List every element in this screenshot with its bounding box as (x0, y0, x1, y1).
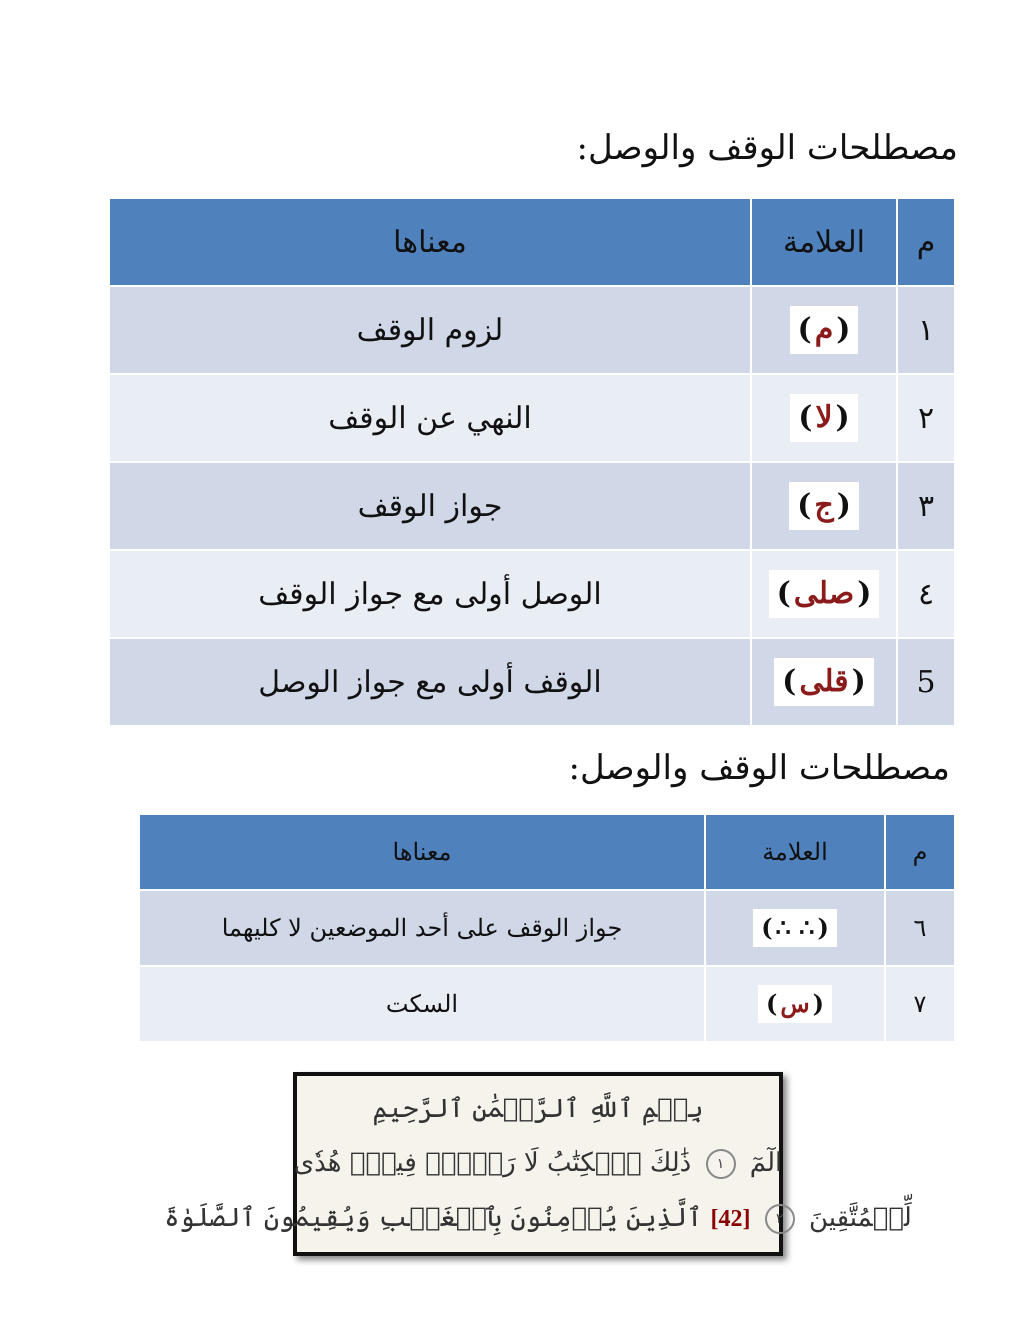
row-mark (751, 462, 897, 550)
header-meaning: معناها (109, 198, 751, 286)
row-meaning: الوقف أولى مع جواز الوصل (109, 638, 751, 726)
section-title-2: مصطلحات الوقف والوصل: (568, 748, 950, 788)
table-row (109, 286, 955, 374)
quran-text: الٓمٓ (749, 1148, 783, 1178)
row-number: ٧ (885, 966, 955, 1042)
quran-line-3 (164, 1203, 912, 1234)
stop-mark-symbol: (∴ ∴) (753, 909, 837, 947)
table-row (139, 890, 955, 966)
row-number: ٦ (885, 890, 955, 966)
stop-mark-symbol: (قلى) (774, 658, 874, 706)
row-mark (705, 966, 885, 1042)
stop-mark-symbol: (م) (790, 306, 859, 354)
row-meaning: لزوم الوقف (109, 286, 751, 374)
page-number: [42] (710, 1206, 751, 1232)
table-row (109, 462, 955, 550)
row-number: ٣ (897, 462, 955, 550)
row-number: ٤ (897, 550, 955, 638)
row-number: 5 (897, 638, 955, 726)
ayah-end-icon: ٢ (765, 1204, 795, 1234)
basmala-line: بِسۡمِ ٱللَّهِ ٱلرَّحۡمَٰنِ ٱلرَّحِيمِ (372, 1094, 704, 1124)
stop-mark-symbol: (صلى) (769, 570, 880, 618)
row-number: ٢ (897, 374, 955, 462)
quran-text: ٱلَّذِينَ يُؤۡمِنُونَ بِٱلۡغَيۡبِ وَيُقِيمُونَ ٱلصَّلَوٰةَ (164, 1203, 703, 1233)
row-mark (751, 374, 897, 462)
ayah-end-icon: ١ (706, 1149, 736, 1179)
header-number: م (885, 814, 955, 890)
quran-text: ذَٰلِكَ ٱلۡكِتَٰبُ لَا رَيۡبَۛ فِيهِۛ هُدٗى (293, 1148, 692, 1178)
row-mark (751, 550, 897, 638)
stop-marks-table-1 (108, 197, 956, 727)
section-title-1: مصطلحات الوقف والوصل: (576, 128, 958, 168)
row-meaning: جواز الوقف (109, 462, 751, 550)
stop-mark-symbol: (لا) (790, 394, 858, 442)
stop-marks-table-2 (138, 813, 956, 1043)
header-mark: العلامة (751, 198, 897, 286)
row-meaning: الوصل أولى مع جواز الوقف (109, 550, 751, 638)
table-row (109, 550, 955, 638)
quran-excerpt-image (164, 1072, 912, 1256)
row-mark (705, 890, 885, 966)
table-row (109, 374, 955, 462)
header-number: م (897, 198, 955, 286)
stop-mark-symbol: (س) (758, 985, 832, 1023)
quran-text: لِّلۡمُتَّقِينَ (809, 1203, 912, 1233)
row-meaning: جواز الوقف على أحد الموضعين لا كليهما (139, 890, 705, 966)
row-mark (751, 638, 897, 726)
row-mark (751, 286, 897, 374)
row-meaning: النهي عن الوقف (109, 374, 751, 462)
header-meaning: معناها (139, 814, 705, 890)
stop-mark-symbol: (ج) (789, 482, 859, 530)
header-mark: العلامة (705, 814, 885, 890)
quran-line-2 (294, 1148, 782, 1179)
table-row (109, 638, 955, 726)
table-row (139, 966, 955, 1042)
row-number: ١ (897, 286, 955, 374)
row-meaning: السكت (139, 966, 705, 1042)
